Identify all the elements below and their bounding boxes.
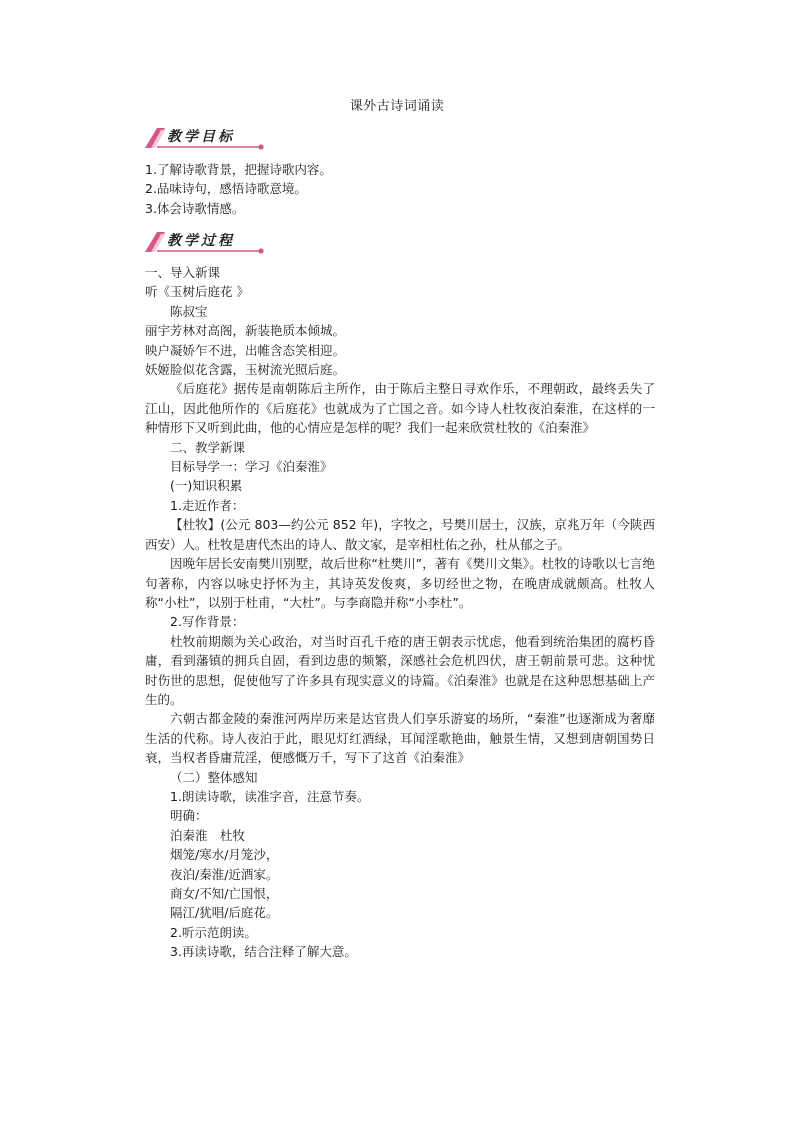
- poem-line: 烟笼/寒水/月笼沙，: [170, 847, 279, 863]
- section-heading: 一、导入新课: [145, 265, 221, 280]
- poem-line: 妖姬脸似花含露，玉树流光照后庭。: [145, 362, 346, 378]
- step-item: 1.朗读诗歌，读准字音，注意节奏。: [170, 788, 370, 804]
- author-paragraph-2: 因晚年居长安南樊川别墅，故后世称“杜樊川”，著有《樊川文集》。杜牧的诗歌以七言绝句著称，内容以咏史抒怀为主，其诗英发俊爽，多切经世之物，在晚唐成就颇高。杜牧人称“小杜”，以别于杜甫，“大杜”。与李商隐并称“小李杜”。: [145, 556, 655, 610]
- step-item: 2.听示范朗读。: [170, 924, 257, 940]
- poem-author: 陈叔宝: [170, 303, 208, 319]
- goal-heading: 目标导学一：学习《泊秦淮》: [170, 459, 333, 475]
- background-paragraph: 六朝古都金陵的秦淮河两岸历来是达官贵人们享乐游宴的场所，“秦淮”也逐渐成为奢靡生活的代称。诗人夜泊于此，眼见灯红酒绿，耳闻淫歌艳曲，触景生情，又想到唐朝国势日衰，当权者昏庸荒淫，便感慨万千，写下了这首《泊秦淮》: [145, 711, 655, 766]
- poem-line: 隔江/犹唱/后庭花。: [170, 905, 279, 921]
- section-heading: 二、教学新课: [170, 439, 246, 455]
- poem-title: 泊秦淮 杜牧: [170, 827, 246, 843]
- listen-line: 听《玉树后庭花 》: [145, 284, 249, 300]
- poem-line: 夜泊/秦淮/近酒家。: [170, 866, 279, 882]
- step-item: 3.再读诗歌，结合注释了解大意。: [170, 944, 357, 960]
- goal-item: 1.了解诗歌背景，把握诗歌内容。: [145, 162, 332, 177]
- intro-paragraph: 《后庭花》据传是南朝陈后主所作，由于陈后主整日寻欢作乐，不理朝政，最终丢失了江山，因此他所作的《后庭花》也就成为了亡国之音。如今诗人杜牧夜泊秦淮，在这样的一种情形下又听到此曲，他的心情应是怎样的呢？我们一起来欣赏杜牧的《泊秦淮》: [145, 381, 655, 436]
- author-paragraph: 【杜牧】(公元 803—约公元 852 年)，字牧之，号樊川居士，汉族，京兆万年（今陕西西安）人。杜牧是唐代杰出的诗人、散文家，是宰相杜佑之孙，杜从郁之子。: [145, 517, 655, 552]
- poem-line: 丽宇芳林对高阁，新装艳质本倾城。: [145, 323, 346, 339]
- sub-heading: (一)知识积累: [170, 478, 243, 494]
- goals-banner: [145, 126, 270, 150]
- process-banner-label: 教学过程: [167, 233, 235, 249]
- goal-item: 2.品味诗句，感悟诗歌意境。: [145, 181, 307, 197]
- document-title: 课外古诗词诵读: [349, 99, 445, 114]
- poem-line: 商女/不知/亡国恨，: [170, 886, 279, 901]
- process-content: [145, 263, 655, 962]
- goal-item: 3.体会诗歌情感。: [145, 200, 245, 216]
- goals-banner-label: 教学目标: [167, 129, 235, 145]
- clarify-label: 明确：: [170, 808, 208, 824]
- item-heading: 2.写作背景：: [170, 614, 245, 630]
- poem-line: 映户凝娇乍不进，出帷含态笑相迎。: [145, 342, 346, 358]
- process-banner: [145, 230, 270, 254]
- item-heading: 1.走近作者：: [170, 497, 245, 513]
- goals-list: [145, 160, 655, 218]
- sub-heading: （二）整体感知: [170, 769, 258, 785]
- background-paragraph: 杜牧前期颇为关心政治，对当时百孔千疮的唐王朝表示忧虑，他看到统治集团的腐朽昏庸，看到藩镇的拥兵自固，看到边患的频繁，深感社会危机四伏，唐王朝前景可悲。这种忧时伤世的思想，促使他写了许多具有现实意义的诗篇。《泊秦淮》也就是在这种思想基础上产生的。: [145, 633, 655, 707]
